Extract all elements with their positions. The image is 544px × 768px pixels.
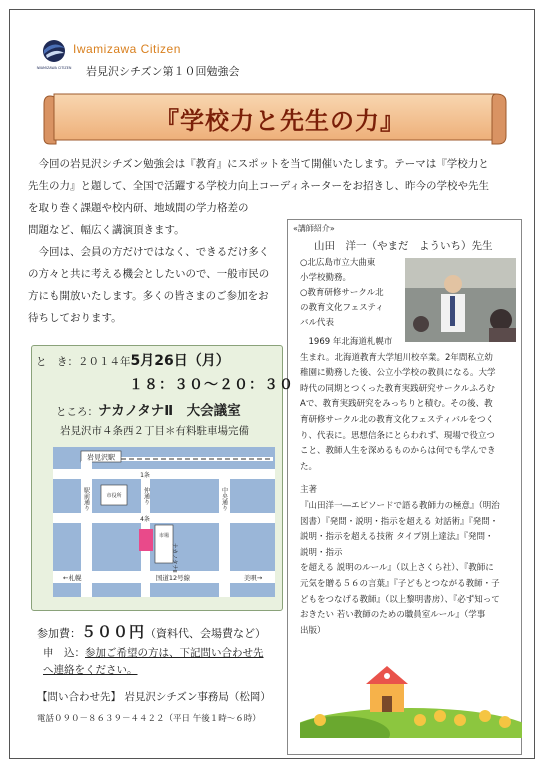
speaker-bio [300, 335, 518, 639]
svg-text:美唄→: 美唄→ [243, 574, 263, 582]
svg-text:国道12号線: 国道12号線 [155, 574, 191, 582]
bio-line: 育研修サークル北の教育文化フェスティバルをつく [300, 414, 494, 425]
bio-line [300, 475, 518, 483]
intro-line: 方にも開放いたします。多くの皆さまのご参加をお [28, 290, 269, 302]
date-label: と き：２０１４年 [36, 356, 131, 368]
speaker-affiliation [300, 256, 405, 331]
apply-info [43, 645, 287, 679]
intro-line: 先生の力』と題して、全国で活躍する学校力向上コーディネーターをお招きし、昨今の学校や先生 [28, 180, 489, 192]
event-date [36, 350, 230, 370]
bio-line: り、代表に。思想信条にとらわれず、現場で役立つ [300, 430, 495, 441]
fee-label: 参加費： [37, 627, 81, 640]
bio-line: おきたい 若い教師のための職員室ルール』（学事 [300, 610, 486, 621]
svg-text:←札幌: ←札幌 [63, 574, 82, 582]
affil-line: バル代表 [300, 318, 335, 328]
intro-line: 今回の岩見沢シチズン勉強会は『教育』にスポットを当て開催いたします。テーマは『学校力と [38, 158, 489, 170]
svg-text:市場: 市場 [158, 533, 170, 539]
bio-line: 図書）『発問・説明・指示を超える 対話術』『発問・ [300, 516, 499, 527]
intro-line: を取り巻く課題や校内研、地域間の学力格差の [28, 202, 249, 214]
affil-line: ○教育研修サークル北 [300, 288, 384, 298]
intro-line: 問題など、幅広く講演頂きます。 [28, 224, 185, 236]
citizen-logo [36, 36, 72, 72]
apply-text-1: 参加ご希望の方は、下記問い合わせ先 [85, 647, 264, 659]
affil-line: ○北広島市立大曲東 [300, 258, 376, 268]
bio-line: 説明・指示を超える技術 タイプ別上達法』『発問・ [300, 532, 494, 543]
event-address: 岩見沢市４条西２丁目＊有料駐車場完備 [60, 425, 249, 437]
event-place [56, 399, 241, 419]
intro-line: の方々と共に考える機会としたいので、一般市民の [28, 268, 270, 280]
bio-line: 説明・指示 [300, 547, 343, 558]
main-title: 『学校力と先生の力』 [155, 107, 405, 135]
speaker-photo [405, 258, 516, 342]
apply-text-2: へ連絡をください。 [43, 664, 138, 676]
contact-info: 【問い合わせ先】 岩見沢シチズン事務局（松岡） [37, 691, 271, 703]
svg-text:ナカノタナⅡ: ナカノタナⅡ [171, 543, 177, 573]
bio-line: 主著 [300, 485, 318, 496]
bio-line: 生まれ。北海道教育大学旭川校卒業。2年間私立幼 [300, 352, 493, 363]
fee-value: ５００円 [81, 623, 146, 641]
fee-note: （資料代、会場費など） [145, 627, 267, 640]
speaker-heading: «講師紹介» [293, 224, 335, 233]
bio-line: 元気を贈る５６の言葉』『子どもとつながる教師・子 [300, 578, 500, 589]
svg-text:4条: 4条 [140, 516, 150, 523]
fee-line [37, 621, 266, 642]
contact-phone: 電話０９０－８６３９－４４２２（平日 午後１時～６時） [37, 714, 261, 724]
bio-line: Aで、教育実践研究をみっちりと積む。その後、教 [300, 399, 493, 410]
svg-text:市役所: 市役所 [106, 493, 122, 499]
intro-line: 今回は、会員の方だけではなく、できるだけ多く [38, 246, 270, 258]
bio-line: どもをつなげる教師』（以上黎明書房）、『必ず知って [300, 594, 500, 605]
bio-line: 出版） [300, 625, 326, 636]
apply-label: 申 込： [43, 647, 85, 659]
bio-line: 1969 年北海道札幌市 [300, 337, 393, 347]
event-time: １８：３０～２０：３０ [129, 377, 294, 393]
place-label: ところ： [56, 406, 98, 418]
brand-name: Iwamizawa Citizen [73, 42, 181, 56]
intro-line: 待ちしております。 [28, 312, 122, 324]
bio-line: を超える 説明のルール』（以上さくら社）、『教師に [300, 563, 494, 574]
event-series-title: 岩見沢シチズン第１０回勉強会 [86, 65, 240, 78]
bio-line: 時代の同期とつくった教育実践研究サークルふろむ [300, 383, 495, 394]
venue-map [53, 447, 275, 597]
svg-text:駅前通り: 駅前通り [82, 487, 90, 511]
svg-text:仲通り: 仲通り [142, 487, 150, 505]
school-illustration [300, 660, 522, 738]
affil-line: の教育文化フェスティ [300, 303, 384, 313]
speaker-name: 山田 洋一（やまだ よういち）先生 [314, 240, 493, 252]
svg-text:1条: 1条 [140, 472, 150, 479]
svg-text:中央通り: 中央通り [220, 487, 228, 511]
bio-line: 『山田洋一―エピソードで語る教師力の極意』（明治 [300, 500, 500, 511]
svg-text:岩見沢駅: 岩見沢駅 [87, 453, 115, 462]
affil-line: 小学校勤務。 [300, 273, 352, 283]
bio-line: 稚園に勤務した後、公立小学校の教員になる。大学 [300, 368, 496, 379]
date-value: 5月26日（月） [130, 353, 230, 369]
svg-text:IWAMIZAWA CITIZEN: IWAMIZAWA CITIZEN [36, 66, 72, 70]
bio-line: こと、教師人生を深めるものからは何でも学んでき [300, 446, 496, 457]
place-value: ナカノタナⅡ 大会議室 [98, 403, 241, 419]
bio-line: た。 [300, 461, 318, 472]
